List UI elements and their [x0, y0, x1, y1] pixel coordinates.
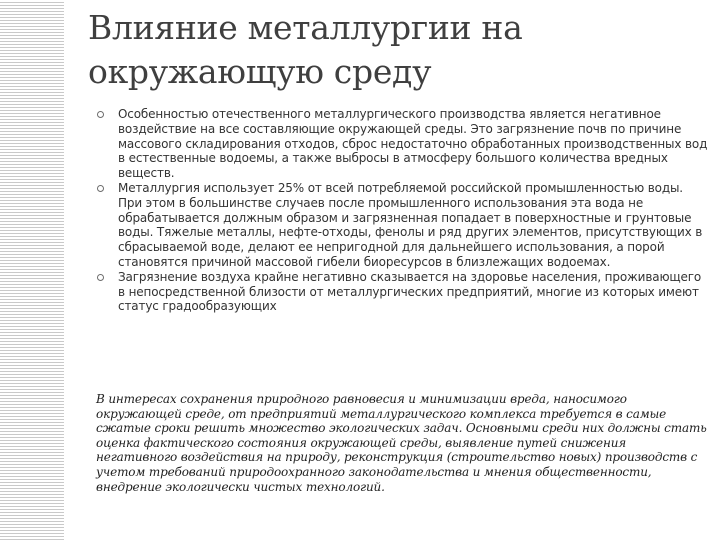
bullet-item — [96, 181, 708, 270]
bullet-circle-icon — [97, 185, 104, 192]
bullet-text: Загрязнение воздуха крайне негативно сказывается на здоровье населения, проживающего в непосредственной близости от металлургических предприятий, многие из которых имеют статус градообразующих — [118, 269, 702, 314]
slide-title: Влияние металлургии на окружающую среду — [88, 8, 523, 91]
bullet-list — [96, 107, 708, 314]
decorative-stripe — [0, 0, 64, 540]
bullet-text: Металлургия использует 25% от всей потребляемой российской промышленностью воды. При этом в большинстве случаев после промышленного использования эта вода не обрабатывается должным образом и загрязненная попадает в поверхностные и грунтовые воды. Тяжелые металлы, нефте-отходы, фенолы и ряд других элементов, присутствующих в сбрасываемой воде, делают ее непригодной для дальнейшего использования, а порой становятся причиной массовой гибели биоресурсов в близлежащих водоемах. — [118, 180, 703, 269]
bullet-circle-icon — [97, 274, 104, 281]
summary-paragraph: В интересах сохранения природного равновесия и минимизации вреда, наносимого окружающей среде, от предприятий металлургического комплекса требуется в самые сжатые сроки решить множество экологических задач. Основными среди них должны стать оценка фактического состояния окружающей среды, выявление путей снижения негативного воздействия на природу, реконструкция (строительство новых) производств с учетом требований природоохранного законодательства и мнения общественности, внедрение экологически чистых технологий. — [96, 392, 707, 494]
bullet-text: Особенностью отечественного металлургического производства является негативное воздействие на все составляющие окружающей среды. Это загрязнение почв по причине массового складирования отходов, сброс недостаточно обработанных производственных вод в естественные водоемы, а также выбросы в атмосферу большого количества вредных веществ. — [118, 107, 708, 181]
bullet-circle-icon — [97, 111, 104, 118]
bullet-item — [96, 107, 708, 181]
bullet-item — [96, 270, 708, 314]
